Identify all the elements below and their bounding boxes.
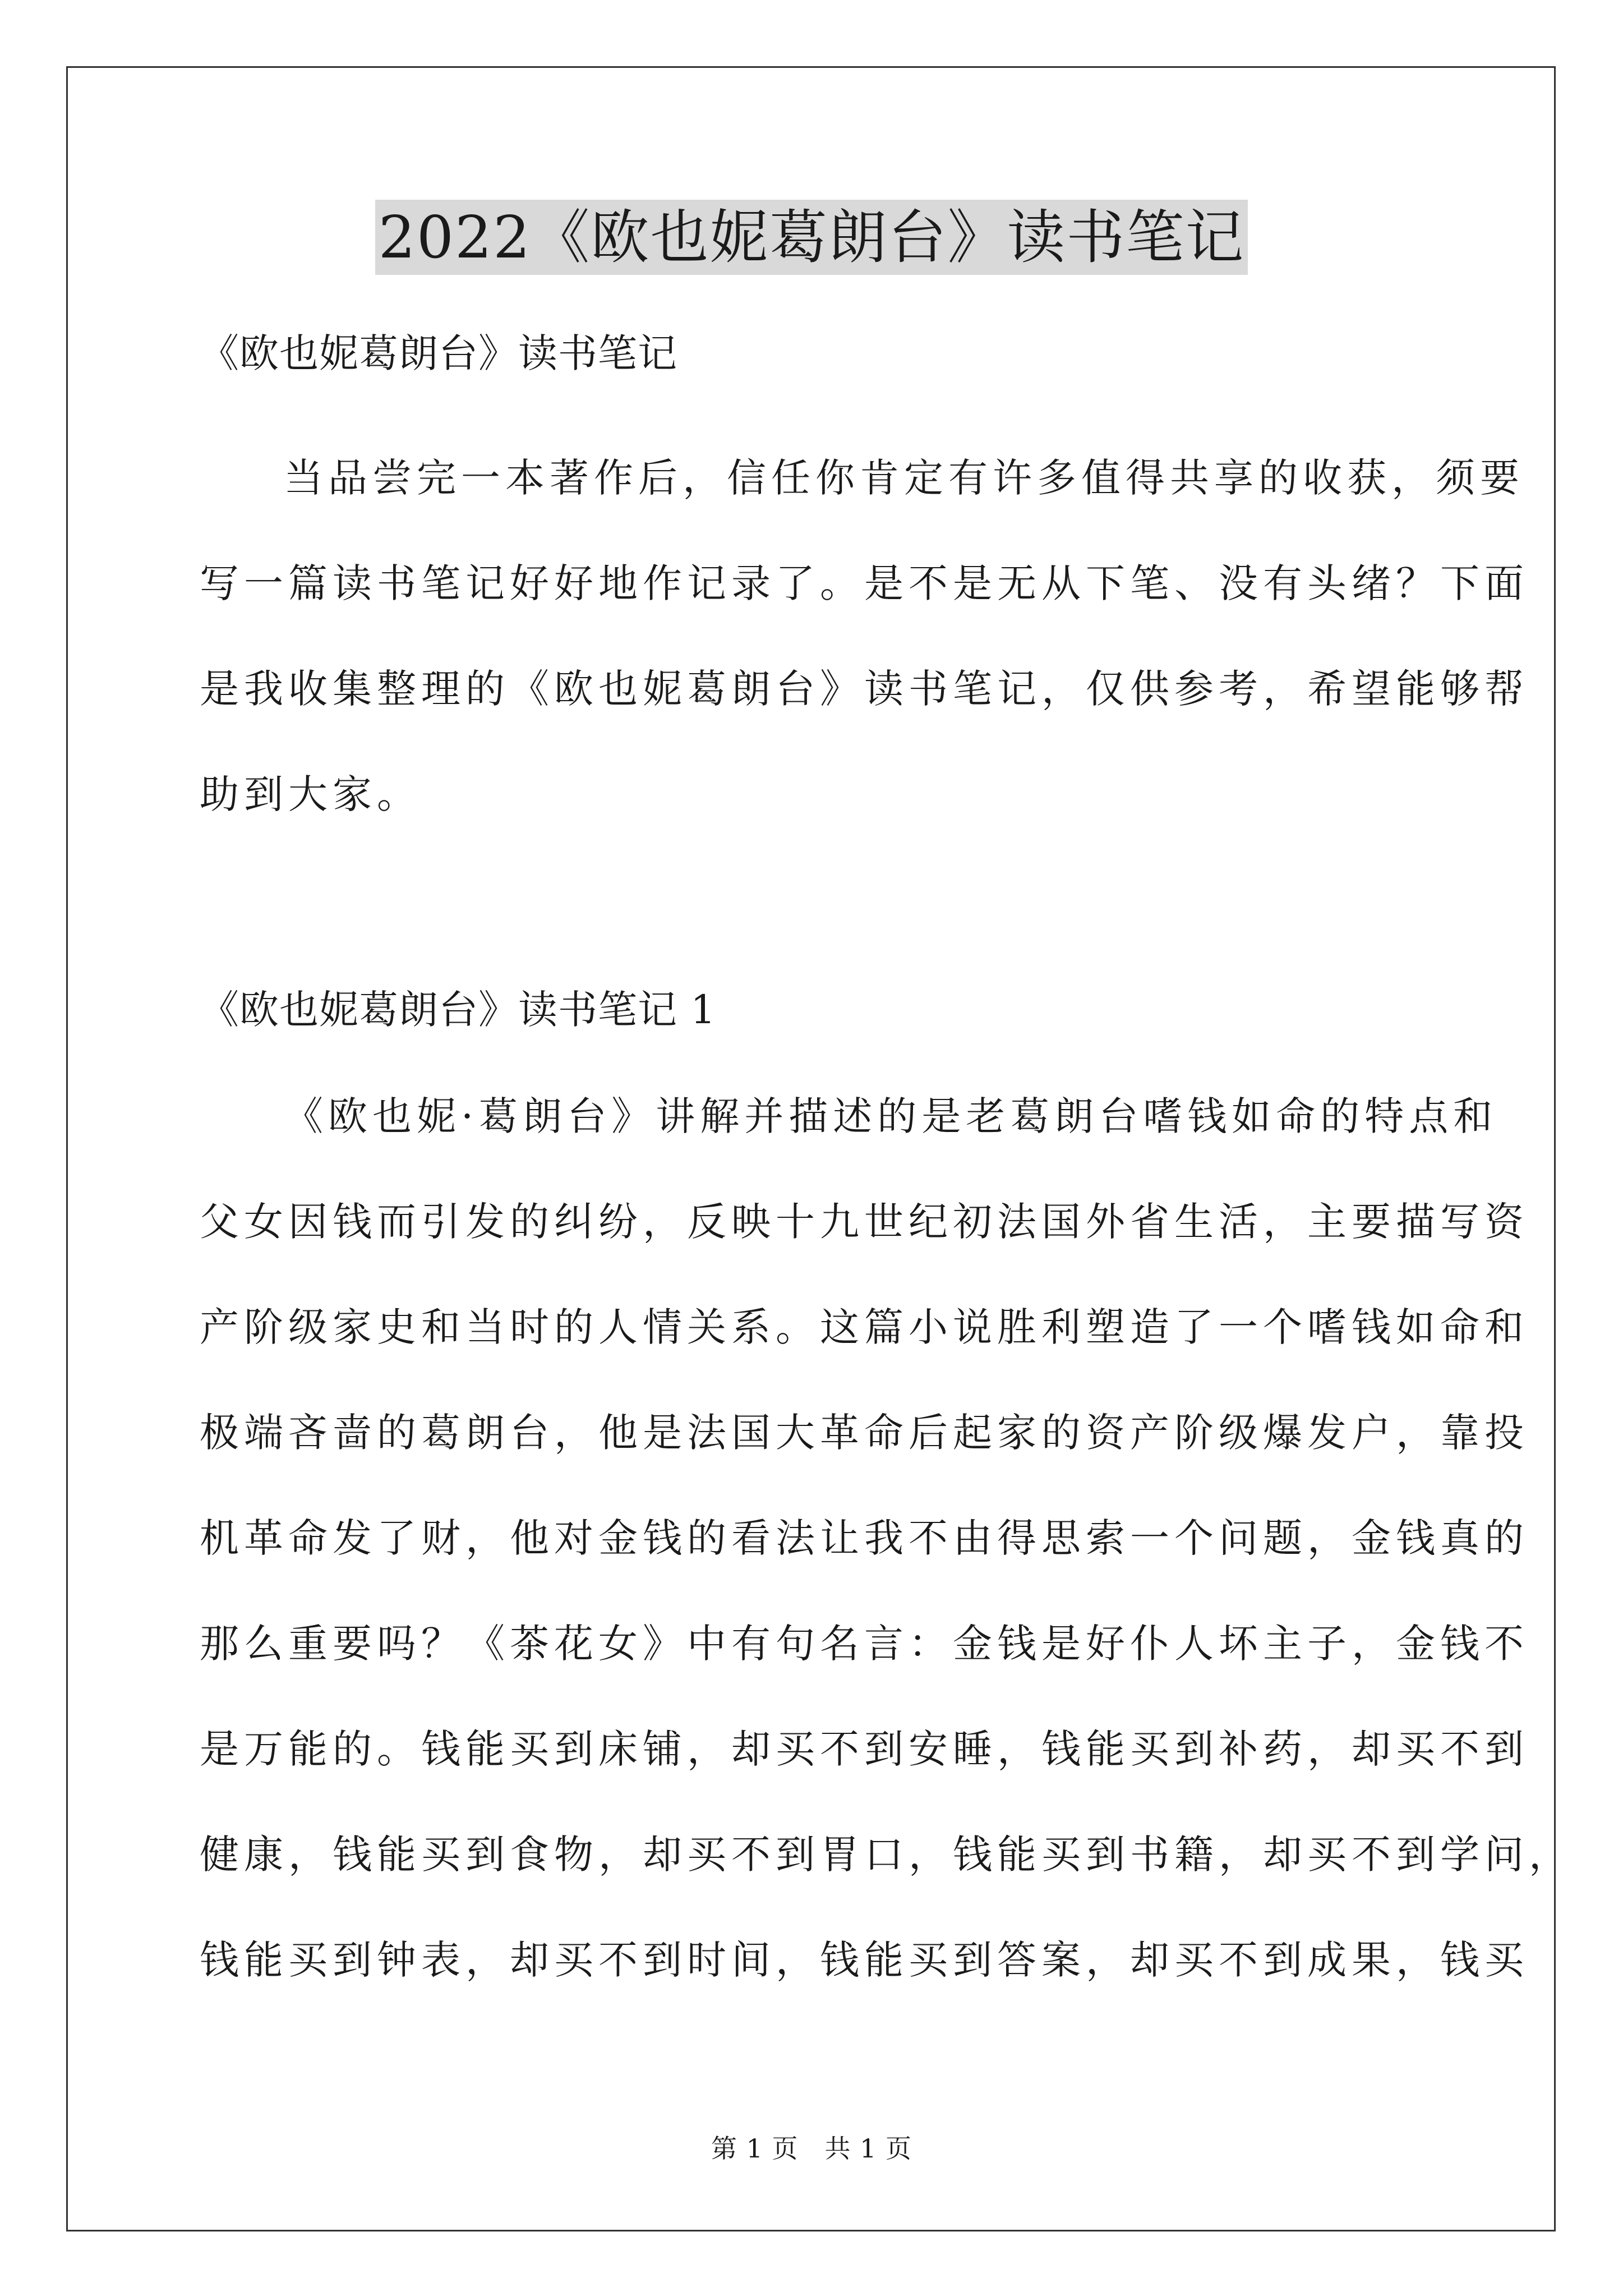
document-title: 2022《欧也妮葛朗台》读书笔记: [375, 200, 1248, 275]
intro-line: 写一篇读书笔记好好地作记录了。是不是无从下笔、没有头绪？下面: [200, 560, 1529, 606]
body-line: 机革命发了财，他对金钱的看法让我不由得思索一个问题，金钱真的: [200, 1515, 1529, 1561]
intro-line: 是我收集整理的《欧也妮葛朗台》读书笔记，仅供参考，希望能够帮: [200, 666, 1529, 712]
intro-line: 当品尝完一本著作后，信任你肯定有许多值得共享的收获，须要: [284, 455, 1524, 501]
body-line: 父女因钱而引发的纠纷，反映十九世纪初法国外省生活，主要描写资: [200, 1199, 1529, 1245]
intro-heading: 《欧也妮葛朗台》读书笔记: [200, 330, 677, 376]
body-line: 是万能的。钱能买到床铺，却买不到安睡，钱能买到补药，却买不到: [200, 1726, 1529, 1772]
intro-line: 助到大家。: [200, 771, 421, 817]
intro-paragraph: [200, 425, 1529, 847]
body-line: 《欧也妮·葛朗台》讲解并描述的是老葛朗台嗜钱如命的特点和: [284, 1093, 1498, 1139]
section-heading: 《欧也妮葛朗台》读书笔记 1: [200, 987, 716, 1033]
page-footer: 第 1 页 共 1 页: [711, 2133, 912, 2164]
body-line: 产阶级家史和当时的人情关系。这篇小说胜利塑造了一个嗜钱如命和: [200, 1304, 1529, 1350]
body-line: 极端吝啬的葛朗台，他是法国大革命后起家的资产阶级爆发户，靠投: [200, 1410, 1529, 1456]
body-line: 钱能买到钟表，却买不到时间，钱能买到答案，却买不到成果，钱买: [200, 1937, 1529, 1983]
body-line: 那么重要吗？《茶花女》中有句名言：金钱是好仆人坏主子，金钱不: [200, 1621, 1529, 1667]
body-paragraph: [200, 1064, 1573, 2013]
document-body: [200, 325, 1573, 2013]
title-container: [0, 200, 1623, 275]
body-line: 健康，钱能买到食物，却买不到胃口，钱能买到书籍，却买不到学问，: [200, 1832, 1573, 1878]
